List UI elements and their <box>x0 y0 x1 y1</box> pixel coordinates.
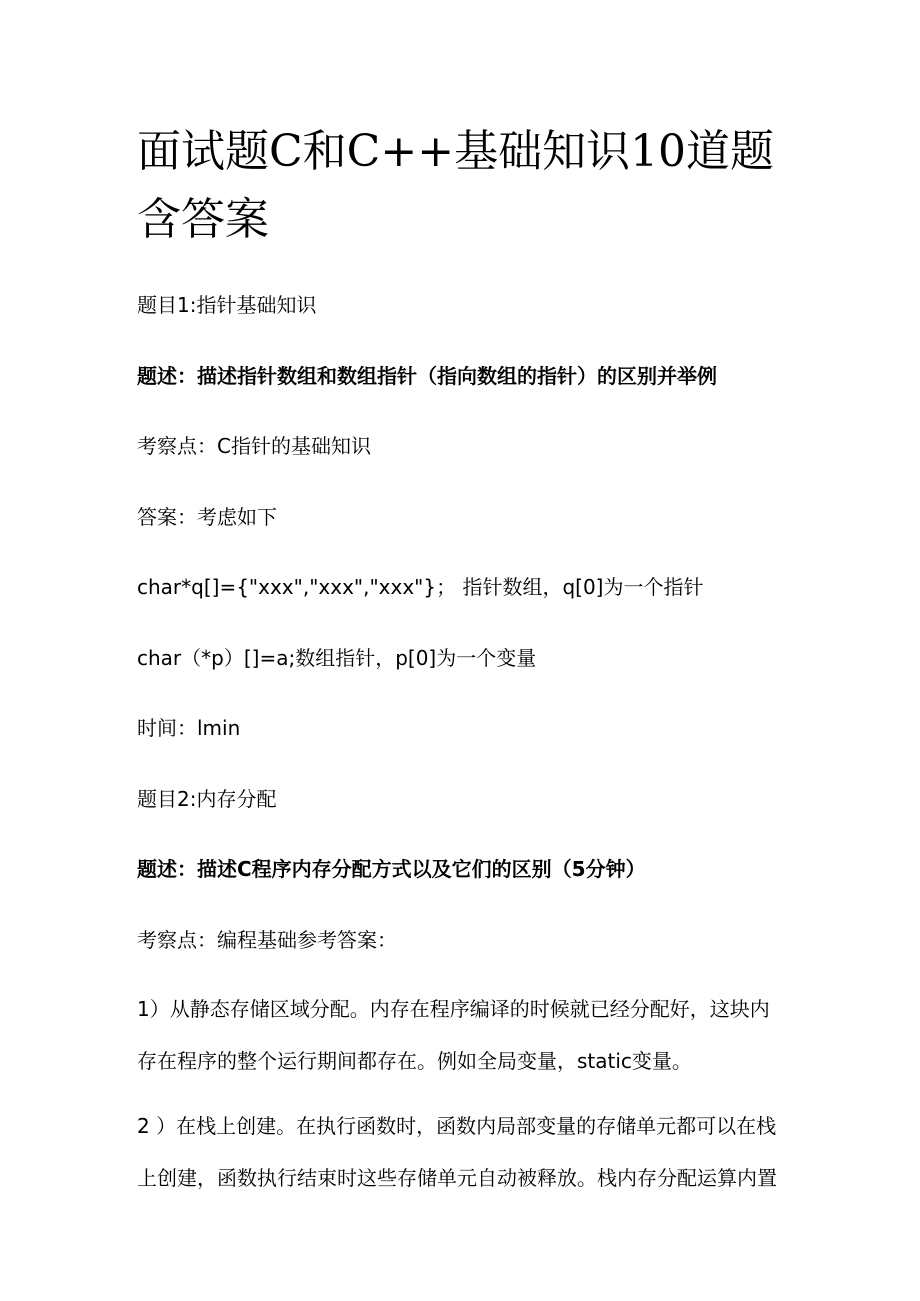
q2-answer-1: 1）从静态存储区域分配。内存在程序编译的时候就已经分配好，这块内存在程序的整个运行期间都存在。例如全局变量，static变量。 <box>137 997 770 1073</box>
q1-code-line-2: char（*p）[]=a;数组指针，p[0]为一个变量 <box>137 646 537 670</box>
q1-exam-point: 考察点：C指针的基础知识 <box>137 434 371 458</box>
q1-time: 时间：lmin <box>137 716 241 740</box>
q2-heading: 题目2:内存分配 <box>137 787 277 811</box>
q1-code-line-1: char*q[]={"xxx","xxx","xxx"}； 指针数组，q[0]为一个指针 <box>137 575 704 599</box>
document-title: 面试题C和C++基础知识10道题含答案 <box>137 126 775 245</box>
q2-description: 题述：描述C程序内存分配方式以及它们的区别（5分钟） <box>137 857 646 881</box>
q1-answer-intro: 答案：考虑如下 <box>137 505 277 529</box>
q1-description: 题述：描述指针数组和数组指针（指向数组的指针）的区别并举例 <box>137 364 717 388</box>
q2-exam-point: 考察点：编程基础参考答案： <box>137 928 397 952</box>
q1-heading: 题目1:指针基础知识 <box>137 293 317 317</box>
q2-answer-2: 2 ）在栈上创建。在执行函数时，函数内局部变量的存储单元都可以在栈上创建，函数执行结束时这些存储单元自动被释放。栈内存分配运算内置 <box>137 1114 777 1190</box>
